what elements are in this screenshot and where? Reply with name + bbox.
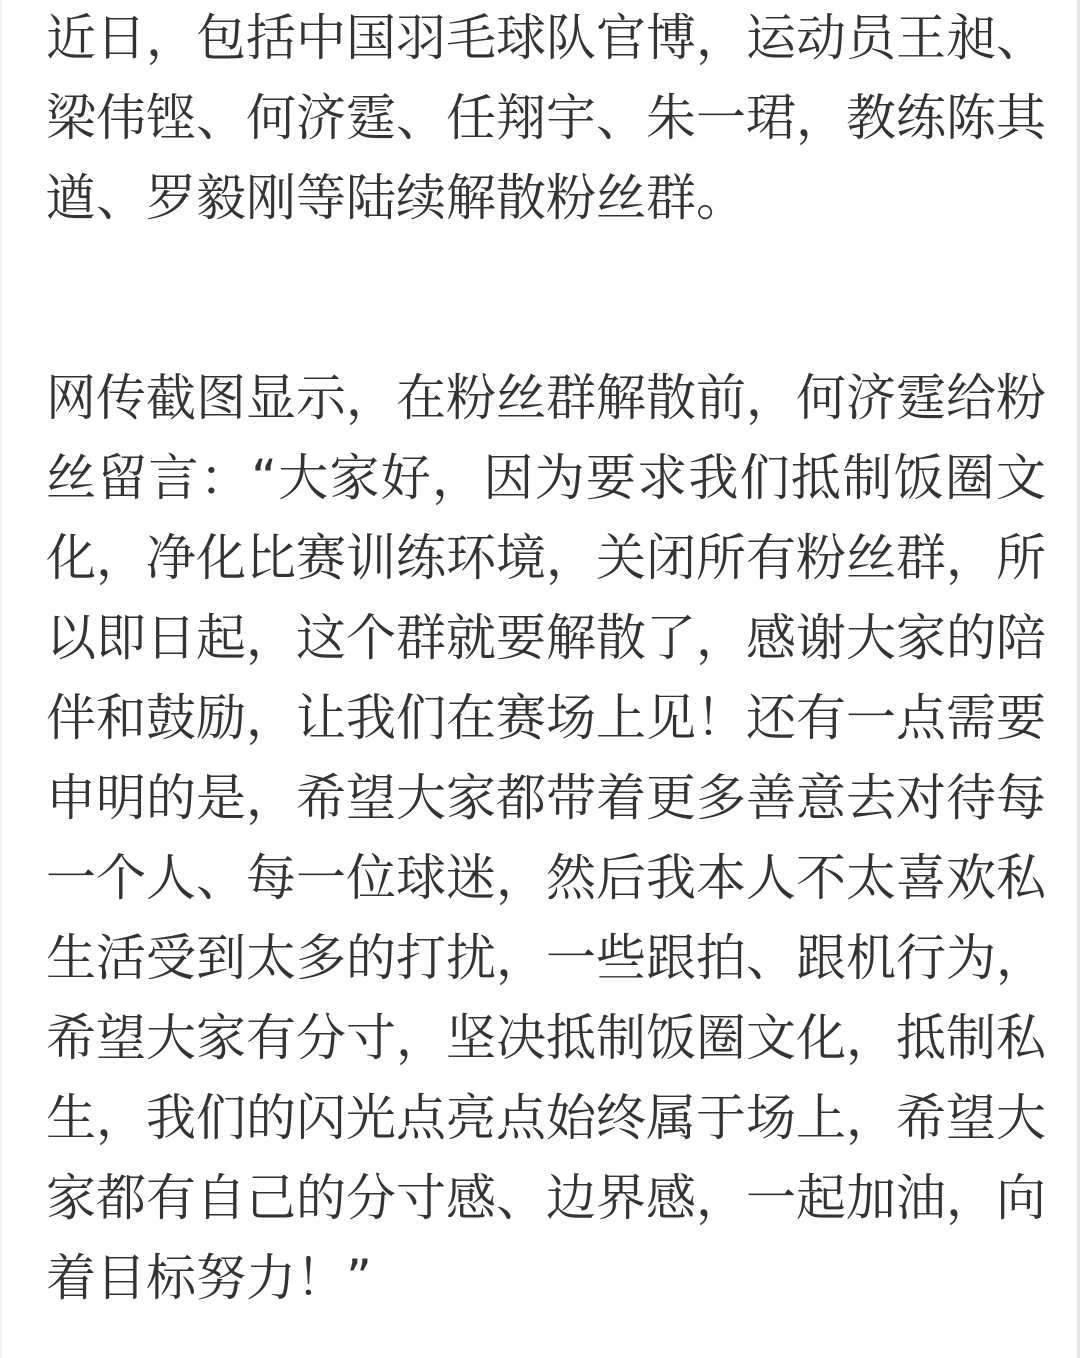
article-paragraph-1: 近日，包括中国羽毛球队官博，运动员王昶、梁伟铿、何济霆、任翔宇、朱一珺，教练陈其遒、罗毅刚等陆续解散粉丝群。 [46,9,1046,227]
article-paragraph-2: 网传截图显示，在粉丝群解散前，何济霆给粉丝留言：“大家好，因为要求我们抵制饭圈文化，净化比赛训练环境，关闭所有粉丝群，所以即日起，这个群就要解散了，感谢大家的陪伴和鼓励，让我们在赛场上见！还有一点需要申明的是，希望大家都带着更多善意去对待每一个人、每一位球迷，然后我本人不太喜欢私生活受到太多的打扰，一些跟拍、跟机行为，希望大家有分寸，坚决抵制饭圈文化，抵制私生，我们的闪光点亮点始终属于场上，希望大家都有自己的分寸感、边界感，一起加油，向着目标努力！” [46,369,1046,1307]
article-body [46,0,1046,1318]
page-left-edge [0,0,2,1358]
paragraph-spacer [46,238,1046,358]
